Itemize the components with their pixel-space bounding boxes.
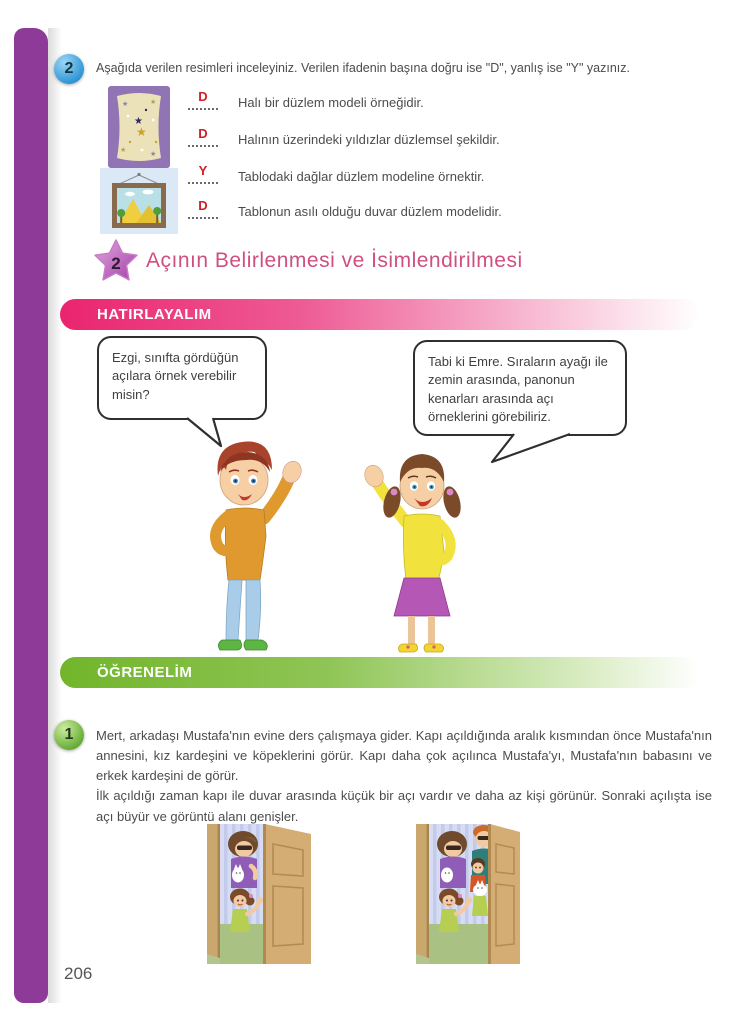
statement-row [186, 164, 484, 184]
statement-text: Halının üzerindeki yıldızlar düzlemsel şekildir. [238, 132, 500, 148]
svg-text:★: ★ [150, 151, 157, 158]
answer-blank[interactable] [188, 104, 218, 110]
section-star-icon [92, 236, 140, 286]
statement-row [186, 199, 502, 219]
exercise-1-paragraph-1: Mert, arkadaşı Mustafa'nın evine ders çalışmaya gider. Kapı açıldığında aralık kısmından önce Mustafa'nın annesini, kız kardeşini ve köpeklerini görür. Kapı daha çok açılınca Mustafa'yı, Mustafa'nın babasını ve erkek kardeşini de görür. [96, 728, 712, 784]
answer-letter: Y [198, 163, 208, 178]
carpet-image [108, 86, 170, 168]
learn-banner [60, 657, 700, 688]
page-spine-bar [14, 28, 48, 1003]
exercise-1-paragraph-2: İlk açıldığı zaman kapı ile duvar arasında küçük bir açı vardır ve daha az kişi görünür. Sonraki açılışta ise açı büyür ve görüntü alanı genişler. [96, 788, 712, 824]
statement-row [186, 90, 424, 110]
answer-letter: D [198, 89, 208, 104]
section-title: Açının Belirlenmesi ve İsimlendirilmesi [146, 249, 523, 272]
girl-speech-text: Tabi ki Emre. Sıraların ayağı ile zemin arasında, panonun kenarları arasında açı örneklerini görebiliriz. [428, 354, 608, 425]
exercise-1-text [96, 726, 712, 827]
door-wide-open-image [416, 824, 520, 964]
statement-text: Tablonun asılı olduğu duvar düzlem modelidir. [238, 204, 502, 220]
exercise-2-number-badge [54, 54, 84, 84]
answer-letter: D [198, 126, 208, 141]
answer-blank[interactable] [188, 178, 218, 184]
carpet-star-icon: ★ [136, 125, 147, 139]
page-number: 206 [64, 964, 93, 983]
exercise-1-number: 1 [64, 726, 74, 743]
statement-text: Tablodaki dağlar düzlem modeline örnektir. [238, 169, 485, 185]
statement-text: Halı bir düzlem modeli örneğidir. [238, 95, 424, 111]
boy-speech-text: Ezgi, sınıfta gördüğün açılara örnek verebilir misin? [112, 350, 239, 402]
exercise-2-number: 2 [64, 60, 74, 77]
remember-banner [60, 299, 700, 330]
svg-text:★: ★ [122, 101, 129, 108]
svg-text:★: ★ [150, 99, 157, 106]
answer-blank[interactable] [188, 213, 218, 219]
framed-painting-image [100, 168, 178, 234]
girl-character-image [348, 430, 493, 660]
page-gutter-shadow [48, 28, 62, 1003]
statement-row [186, 127, 500, 147]
answer-letter: D [198, 198, 208, 213]
remember-banner-label: HATIRLAYALIM [97, 306, 212, 323]
boy-speech-bubble [97, 336, 267, 420]
girl-speech-bubble [413, 340, 627, 436]
section-number: 2 [111, 254, 121, 273]
answer-blank[interactable] [188, 141, 218, 147]
girl-bubble-tail [488, 434, 574, 466]
door-slightly-open-image [207, 824, 311, 964]
svg-text:★: ★ [120, 147, 127, 154]
learn-banner-label: ÖĞRENELİM [97, 664, 193, 681]
exercise-2-instruction: Aşağıda verilen resimleri inceleyiniz. Verilen ifadenin başına doğru ise "D", yanlış ise "Y" yazınız. [96, 61, 630, 75]
exercise-1-number-badge [54, 720, 84, 750]
carpet-star-icon: ★ [134, 116, 143, 127]
boy-character-image [182, 418, 317, 656]
